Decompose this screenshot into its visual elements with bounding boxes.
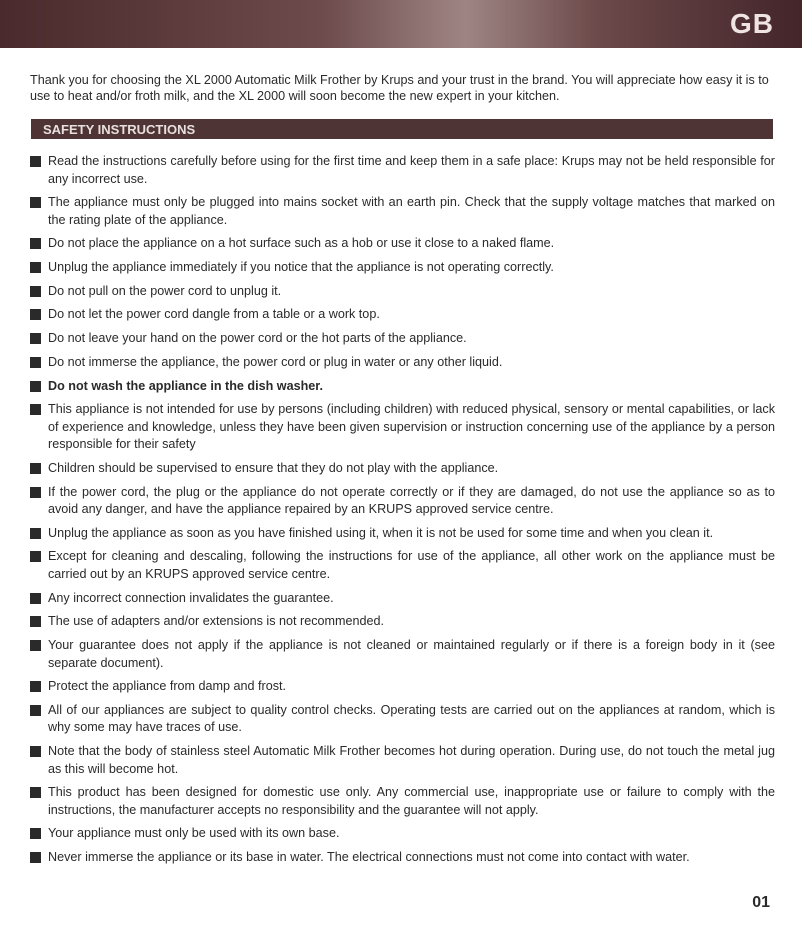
list-item [30,613,775,631]
section-header [31,119,773,139]
list-item [30,637,775,672]
square-bullet-icon [30,681,41,692]
list-item [30,525,775,543]
list-item-text: Protect the appliance from damp and frost. [48,679,287,694]
list-item [30,484,775,519]
list-item-text: Do not leave your hand on the power cord or the hot parts of the appliance. [48,331,467,346]
list-item-text: Do not let the power cord dangle from a table or a work top. [48,307,380,322]
square-bullet-icon [30,238,41,249]
list-item [30,259,775,277]
list-item [30,306,775,324]
list-item-text: Unplug the appliance as soon as you have finished using it, when it is not be used for some time and when you clean it. [48,525,714,540]
list-item-text: Your guarantee does not apply if the appliance is not cleaned or maintained regularly or if there is a foreign body in it (see separate document). [48,638,775,670]
square-bullet-icon [30,787,41,798]
page-number: 01 [752,894,770,911]
square-bullet-icon [30,381,41,392]
square-bullet-icon [30,262,41,273]
list-item [30,354,775,372]
safety-instructions-list [30,153,775,873]
list-item-text: This appliance is not intended for use by persons (including children) with reduced physical, sensory or mental capabilities, or lack of experience and knowledge, unless they have been given supervision or instruction concerning use of the appliance by a person responsible for their safety [48,402,775,452]
list-item-text: Any incorrect connection invalidates the guarantee. [48,590,334,605]
list-item [30,849,775,867]
list-item [30,194,775,229]
intro-paragraph: Thank you for choosing the XL 2000 Automatic Milk Frother by Krups and your trust in the brand. You will appreciate how easy it is to use to heat and/or froth milk, and the XL 2000 will soon become the new expert in your kitchen. [30,73,769,103]
square-bullet-icon [30,357,41,368]
list-item-text: Read the instructions carefully before using for the first time and keep them in a safe place: Krups may not be held responsible for any incorrect use. [48,154,775,186]
list-item-text: This product has been designed for domestic use only. Any commercial use, inappropriate use or failure to comply with the instructions, the manufacturer accepts no responsibility and the guarantee will not apply. [48,785,775,817]
list-item-text: Do not place the appliance on a hot surface such as a hob or use it close to a naked flame. [48,236,555,251]
list-item [30,590,775,608]
list-item-text: Do not pull on the power cord to unplug it. [48,283,282,298]
list-item [30,330,775,348]
section-title: SAFETY INSTRUCTIONS [43,122,196,137]
list-item-text: Children should be supervised to ensure that they do not play with the appliance. [48,460,499,475]
list-item [30,153,775,188]
square-bullet-icon [30,551,41,562]
list-item [30,784,775,819]
list-item-text: Except for cleaning and descaling, following the instructions for use of the appliance, all other work on the appliance must be carried out by an KRUPS approved service centre. [48,549,775,581]
header-band [0,0,802,48]
list-item [30,235,775,253]
square-bullet-icon [30,828,41,839]
square-bullet-icon [30,487,41,498]
list-item-text: If the power cord, the plug or the appliance do not operate correctly or if they are damaged, do not use the appliance so as to avoid any danger, and have the appliance repaired by an KRUPS approved service centre. [48,484,775,517]
square-bullet-icon [30,705,41,716]
list-item [30,678,775,696]
square-bullet-icon [30,463,41,474]
list-item [30,283,775,301]
square-bullet-icon [30,404,41,415]
list-item [30,378,775,396]
square-bullet-icon [30,309,41,320]
square-bullet-icon [30,528,41,539]
square-bullet-icon [30,640,41,651]
square-bullet-icon [30,746,41,757]
list-item [30,548,775,583]
square-bullet-icon [30,286,41,297]
list-item [30,825,775,843]
list-item-text: Unplug the appliance immediately if you notice that the appliance is not operating correctly. [48,260,554,275]
language-label: GB [730,8,774,39]
square-bullet-icon [30,616,41,627]
list-item [30,460,775,478]
square-bullet-icon [30,593,41,604]
list-item-text: The appliance must only be plugged into mains socket with an earth pin. Check that the supply voltage matches that marked on the rating plate of the appliance. [48,195,775,227]
square-bullet-icon [30,197,41,208]
list-item-text: Your appliance must only be used with its own base. [48,826,340,841]
list-item-text: The use of adapters and/or extensions is not recommended. [48,614,385,629]
square-bullet-icon [30,156,41,167]
square-bullet-icon [30,852,41,863]
list-item-text: Note that the body of stainless steel Automatic Milk Frother becomes hot during operation. During use, do not touch the metal jug as this will become hot. [48,744,775,776]
list-item [30,702,775,737]
list-item-text: Do not wash the appliance in the dish washer. [48,378,324,393]
list-item [30,401,775,454]
list-item [30,743,775,778]
list-item-text: Never immerse the appliance or its base in water. The electrical connections must not come into contact with water. [48,850,690,865]
list-item-text: Do not immerse the appliance, the power cord or plug in water or any other liquid. [48,354,503,369]
square-bullet-icon [30,333,41,344]
list-item-text: All of our appliances are subject to quality control checks. Operating tests are carried out on the appliances at random, which is why some may have traces of use. [48,702,775,735]
